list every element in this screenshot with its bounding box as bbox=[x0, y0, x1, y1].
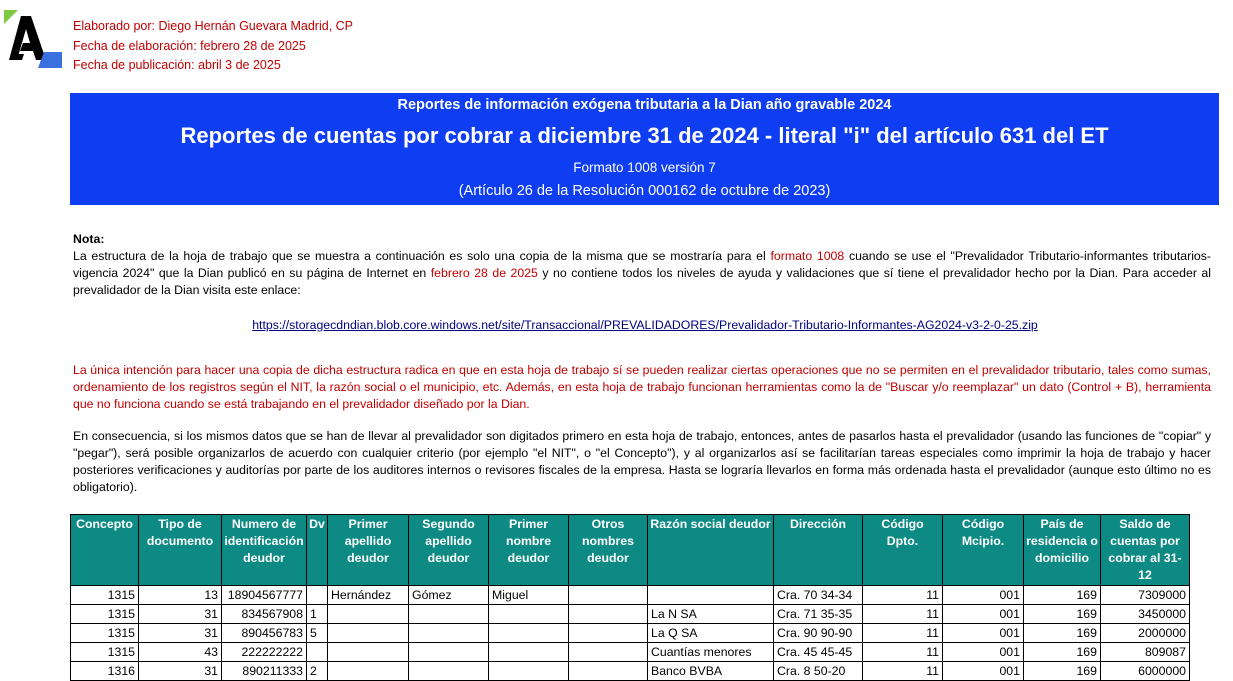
col-dv[interactable]: Dv bbox=[307, 515, 328, 586]
cell[interactable]: 001 bbox=[943, 643, 1024, 662]
col-pais[interactable]: País de residencia o domicilio bbox=[1024, 515, 1101, 586]
cell[interactable]: Miguel bbox=[489, 586, 569, 605]
cell[interactable]: 809087 bbox=[1101, 643, 1190, 662]
cell[interactable]: 1315 bbox=[71, 586, 139, 605]
cell[interactable]: 890456783 bbox=[222, 624, 307, 643]
author-line: Elaborado por: Diego Hernán Guevara Madrid, CP bbox=[73, 19, 354, 33]
col-primer-apellido[interactable]: Primer apellido deudor bbox=[328, 515, 409, 586]
cell[interactable]: 1315 bbox=[71, 624, 139, 643]
logo bbox=[4, 10, 62, 68]
col-razon-social[interactable]: Razón social deudor bbox=[648, 515, 774, 586]
table-header-row bbox=[71, 515, 1190, 586]
col-direccion[interactable]: Dirección bbox=[774, 515, 863, 586]
cell[interactable]: Banco BVBA bbox=[648, 662, 774, 681]
col-codigo-mcipio[interactable]: Código Mcipio. bbox=[943, 515, 1024, 586]
cell[interactable]: 169 bbox=[1024, 586, 1101, 605]
cell[interactable]: 834567908 bbox=[222, 605, 307, 624]
cell[interactable]: 5 bbox=[307, 624, 328, 643]
cell[interactable]: 3450000 bbox=[1101, 605, 1190, 624]
col-numero-identificacion[interactable]: Numero de identificación deudor bbox=[222, 515, 307, 586]
format-highlight: formato 1008 bbox=[770, 249, 845, 263]
cell[interactable] bbox=[648, 586, 774, 605]
table-row bbox=[71, 586, 1190, 605]
cell[interactable]: Cra. 71 35-35 bbox=[774, 605, 863, 624]
cell[interactable] bbox=[489, 624, 569, 643]
cell[interactable]: 31 bbox=[139, 662, 222, 681]
cell[interactable] bbox=[307, 643, 328, 662]
note-label: Nota: bbox=[73, 232, 105, 246]
cell[interactable] bbox=[569, 586, 648, 605]
cell[interactable] bbox=[569, 662, 648, 681]
col-otros-nombres[interactable]: Otros nombres deudor bbox=[569, 515, 648, 586]
prevalidator-link[interactable]: https://storagecdndian.blob.core.windows.net/site/Transaccional/PREVALIDADORES/Prevalidador-Tributario-Informantes-AG2024-v3-2-0-25.zip bbox=[252, 318, 1038, 332]
date-highlight: febrero 28 de 2025 bbox=[430, 266, 538, 280]
cell[interactable]: 169 bbox=[1024, 643, 1101, 662]
cell[interactable]: 13 bbox=[139, 586, 222, 605]
cell[interactable]: 890211333 bbox=[222, 662, 307, 681]
note-text: cuando se use el "Prevalidador Tributario-informantes tributarios-vigencia 2024" que la Dian publicó en su página de Internet en bbox=[73, 249, 1212, 280]
note-paragraph-1 bbox=[73, 248, 1211, 299]
table-row bbox=[71, 624, 1190, 643]
cell[interactable]: 169 bbox=[1024, 605, 1101, 624]
cell[interactable] bbox=[489, 662, 569, 681]
note-paragraph-3: En consecuencia, si los mismos datos que se han de llevar al prevalidador son digitados primero en esta hoja de trabajo, entonces, antes de pasarlos hasta el prevalidador (usando las funciones de "copiar" y "pegar"), será posible organizarlos de acuerdo con cualquier criterio (por ejemplo "el NIT", o "el Concepto"), y al organizarlos así se facilitarían tareas especiales como imprimir la hoja de trabajo y hacer posteriores verificaciones y auditorías por parte de los auditores internos o revisores fiscales de la empresa. Hasta se lograría llevarlos en forma más ordenada hasta el prevalidador (aunque esto último no es obligatorio). bbox=[73, 429, 1211, 494]
cell[interactable]: 11 bbox=[863, 643, 943, 662]
table-row bbox=[71, 643, 1190, 662]
table-row bbox=[71, 662, 1190, 681]
col-primer-nombre[interactable]: Primer nombre deudor bbox=[489, 515, 569, 586]
cell[interactable]: 7309000 bbox=[1101, 586, 1190, 605]
cell[interactable]: La Q SA bbox=[648, 624, 774, 643]
cell[interactable]: Cra. 8 50-20 bbox=[774, 662, 863, 681]
cell[interactable]: 11 bbox=[863, 662, 943, 681]
cell[interactable]: 6000000 bbox=[1101, 662, 1190, 681]
cell[interactable]: Cra. 90 90-90 bbox=[774, 624, 863, 643]
cell[interactable]: 2 bbox=[307, 662, 328, 681]
cell[interactable]: La N SA bbox=[648, 605, 774, 624]
banner-subtitle: Reportes de información exógena tributaria a la Dian año gravable 2024 bbox=[397, 97, 892, 113]
cell[interactable]: Cuantías menores bbox=[648, 643, 774, 662]
cell[interactable] bbox=[569, 643, 648, 662]
cell[interactable]: Cra. 70 34-34 bbox=[774, 586, 863, 605]
cell[interactable] bbox=[307, 586, 328, 605]
published-date: Fecha de publicación: abril 3 de 2025 bbox=[73, 58, 281, 72]
cell[interactable]: 2000000 bbox=[1101, 624, 1190, 643]
cell[interactable]: 1316 bbox=[71, 662, 139, 681]
resolution-reference: (Artículo 26 de la Resolución 000162 de octubre de 2023) bbox=[458, 183, 831, 199]
col-codigo-dpto[interactable]: Código Dpto. bbox=[863, 515, 943, 586]
note-paragraph-2: La única intención para hacer una copia de dicha estructura radica en que en esta hoja de trabajo sí se pueden realizar ciertas operaciones que no se permiten en el prevalidador tributario, tales como sumas, ordenamiento de los registros según el NIT, la razón social o el municipio, etc. Además, en esta hoja de trabajo funcionan herramientas como la de "Buscar y/o reemplazar" un dato (Control + B), herramienta que no funciona cuando se está trabajando en el prevalidador diseñado por la Dian. bbox=[73, 363, 1211, 411]
cell[interactable] bbox=[328, 662, 409, 681]
cell[interactable]: 001 bbox=[943, 605, 1024, 624]
cell[interactable]: 001 bbox=[943, 624, 1024, 643]
note-text: y no contiene todos los niveles de ayuda y validaciones que sí tiene el prevalidador hecho por la Dian. Para acceder al prevalidador de la Dian visita este enlace: bbox=[73, 266, 1211, 297]
col-tipo-documento[interactable]: Tipo de documento bbox=[139, 515, 222, 586]
cell[interactable]: 169 bbox=[1024, 662, 1101, 681]
cell[interactable] bbox=[409, 643, 489, 662]
cell[interactable] bbox=[409, 605, 489, 624]
cell[interactable]: 31 bbox=[139, 624, 222, 643]
cell[interactable]: 18904567777 bbox=[222, 586, 307, 605]
format-version: Formato 1008 versión 7 bbox=[573, 160, 716, 175]
cell[interactable]: 1315 bbox=[71, 643, 139, 662]
cell[interactable]: Cra. 45 45-45 bbox=[774, 643, 863, 662]
col-saldo[interactable]: Saldo de cuentas por cobrar al 31-12 bbox=[1101, 515, 1190, 586]
cell[interactable]: 001 bbox=[943, 586, 1024, 605]
cell[interactable] bbox=[409, 662, 489, 681]
receivables-table bbox=[70, 514, 1190, 681]
prevalidator-link-container bbox=[0, 318, 1233, 332]
cell[interactable]: Hernández bbox=[328, 586, 409, 605]
cell[interactable] bbox=[328, 643, 409, 662]
col-concepto[interactable]: Concepto bbox=[71, 515, 139, 586]
cell[interactable]: Gómez bbox=[409, 586, 489, 605]
cell[interactable]: 1 bbox=[307, 605, 328, 624]
banner-title: Reportes de cuentas por cobrar a diciembre 31 de 2024 - literal "i" del artículo 631 del ET bbox=[180, 123, 1109, 148]
cell[interactable]: 222222222 bbox=[222, 643, 307, 662]
cell[interactable] bbox=[569, 624, 648, 643]
cell[interactable]: 11 bbox=[863, 605, 943, 624]
cell[interactable]: 31 bbox=[139, 605, 222, 624]
note-text: La estructura de la hoja de trabajo que se muestra a continuación es solo una copia de la misma que se mostraría para el bbox=[73, 249, 771, 263]
cell[interactable]: 1315 bbox=[71, 605, 139, 624]
cell[interactable]: 43 bbox=[139, 643, 222, 662]
cell[interactable]: 169 bbox=[1024, 624, 1101, 643]
cell[interactable] bbox=[489, 605, 569, 624]
cell[interactable] bbox=[409, 624, 489, 643]
cell[interactable]: 001 bbox=[943, 662, 1024, 681]
col-segundo-apellido[interactable]: Segundo apellido deudor bbox=[409, 515, 489, 586]
cell[interactable] bbox=[328, 624, 409, 643]
created-date: Fecha de elaboración: febrero 28 de 2025 bbox=[73, 38, 306, 53]
cell[interactable] bbox=[489, 643, 569, 662]
cell[interactable] bbox=[569, 605, 648, 624]
title-banner bbox=[70, 93, 1219, 205]
cell[interactable]: 11 bbox=[863, 624, 943, 643]
cell[interactable] bbox=[328, 605, 409, 624]
document-metadata bbox=[73, 17, 353, 76]
cell[interactable]: 11 bbox=[863, 586, 943, 605]
table-row bbox=[71, 605, 1190, 624]
